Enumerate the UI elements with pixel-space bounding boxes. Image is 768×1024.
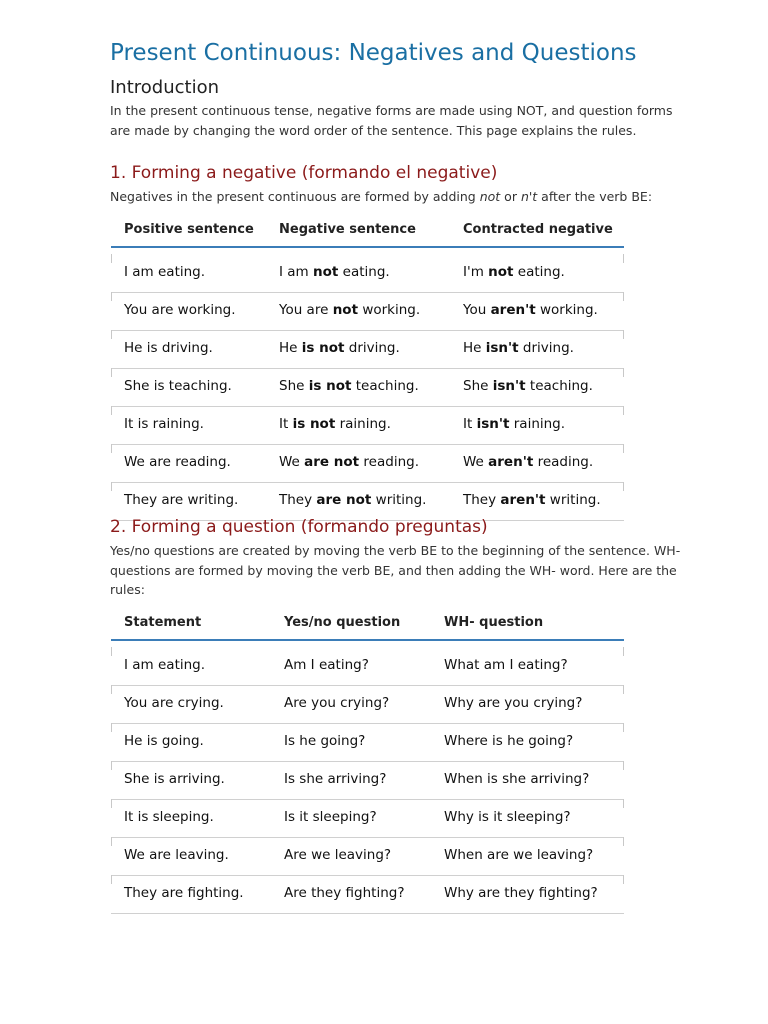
negative-text: raining.: [335, 416, 391, 432]
negative-cell: [279, 340, 400, 356]
statement-cell: I am eating.: [124, 657, 206, 673]
statement-cell: She is arriving.: [124, 771, 225, 787]
table-row: [111, 838, 624, 876]
negative-cell: [279, 302, 420, 318]
negatives-intro-or: or: [500, 189, 521, 204]
contracted-text: writing.: [545, 492, 601, 508]
table-row: [111, 686, 624, 724]
wh-question-cell: What am I eating?: [444, 657, 568, 673]
negative-cell: [279, 454, 419, 470]
contracted-highlight: aren't: [500, 492, 546, 508]
negative-text: We: [279, 454, 305, 470]
negative-text: reading.: [359, 454, 419, 470]
negatives-heading: 1. Forming a negative (formando el negative): [110, 163, 498, 183]
contracted-cell: [463, 340, 574, 356]
negative-text: driving.: [344, 340, 400, 356]
negative-text: I am: [279, 264, 313, 280]
column-header-yesno: Yes/no question: [284, 615, 401, 630]
positive-cell: It is raining.: [124, 416, 204, 432]
negative-highlight: are not: [316, 492, 372, 508]
contracted-highlight: not: [488, 264, 514, 280]
negative-cell: [279, 378, 419, 394]
negatives-intro-suffix: after the verb BE:: [537, 189, 653, 204]
contracted-text: It: [463, 416, 477, 432]
negatives-intro: [110, 187, 710, 207]
contracted-cell: [463, 378, 593, 394]
positive-cell: She is teaching.: [124, 378, 232, 394]
statement-cell: He is going.: [124, 733, 204, 749]
negatives-table-header: [111, 214, 624, 248]
introduction-text: In the present continuous tense, negative forms are made using NOT, and question forms are made by changing the word order of the sentence. This page explains the rules.: [110, 103, 673, 138]
negative-highlight: are not: [304, 454, 360, 470]
contracted-text: reading.: [533, 454, 594, 470]
questions-heading: 2. Forming a question (formando preguntas): [110, 517, 488, 537]
negatives-table-body: [111, 255, 624, 521]
contracted-text: We: [463, 454, 489, 470]
contracted-text: She: [463, 378, 493, 394]
contracted-cell: [463, 492, 601, 508]
table-row: [111, 331, 624, 369]
contracted-text: driving.: [518, 340, 574, 356]
yesno-question-cell: Are they fighting?: [284, 885, 405, 901]
contracted-highlight: aren't: [490, 302, 536, 318]
contracted-text: You: [463, 302, 491, 318]
contracted-text: eating.: [513, 264, 565, 280]
wh-question-cell: Why are they fighting?: [444, 885, 598, 901]
negative-highlight: is not: [292, 416, 336, 432]
negative-highlight: is not: [301, 340, 345, 356]
contracted-cell: [463, 454, 593, 470]
wh-question-cell: Why is it sleeping?: [444, 809, 571, 825]
negative-cell: [279, 492, 426, 508]
page-title: Present Continuous: Negatives and Questions: [110, 40, 637, 66]
questions-table: [111, 607, 624, 914]
table-row: [111, 369, 624, 407]
introduction-heading: Introduction: [110, 77, 220, 98]
statement-cell: You are crying.: [124, 695, 224, 711]
contracted-highlight: aren't: [488, 454, 534, 470]
positive-cell: I am eating.: [124, 264, 206, 280]
positive-cell: You are working.: [124, 302, 236, 318]
table-row: [111, 483, 624, 521]
questions-table-header: [111, 607, 624, 641]
statement-cell: They are fighting.: [124, 885, 244, 901]
table-row: [111, 800, 624, 838]
questions-intro: Yes/no questions are created by moving the verb BE to the beginning of the sentence. WH-questions are formed by moving the verb BE, and then adding the WH- word. Here are the rules:: [110, 543, 681, 597]
contracted-highlight: isn't: [476, 416, 510, 432]
negative-highlight: is not: [308, 378, 352, 394]
table-row: [111, 876, 624, 914]
negative-text: eating.: [338, 264, 390, 280]
negative-text: working.: [358, 302, 421, 318]
table-row: [111, 255, 624, 293]
yesno-question-cell: Is he going?: [284, 733, 366, 749]
yesno-question-cell: Is it sleeping?: [284, 809, 377, 825]
negative-text: You are: [279, 302, 333, 318]
table-row: [111, 724, 624, 762]
yesno-question-cell: Are you crying?: [284, 695, 390, 711]
contracted-text: raining.: [509, 416, 566, 432]
positive-cell: He is driving.: [124, 340, 213, 356]
negative-highlight: not: [313, 264, 339, 280]
wh-question-cell: Why are you crying?: [444, 695, 583, 711]
negative-highlight: not: [332, 302, 359, 318]
column-header-contracted: Contracted negative: [463, 222, 613, 237]
table-row: [111, 445, 624, 483]
negative-cell: [279, 416, 391, 432]
contracted-highlight: isn't: [492, 378, 526, 394]
contracted-cell: [463, 416, 565, 432]
yesno-question-cell: Am I eating?: [284, 657, 369, 673]
negative-cell: [279, 264, 390, 280]
negatives-intro-prefix: Negatives in the present continuous are formed by adding: [110, 189, 480, 204]
negative-text: It: [279, 416, 293, 432]
contracted-text: He: [463, 340, 486, 356]
statement-cell: We are leaving.: [124, 847, 229, 863]
table-row: [111, 648, 624, 686]
negative-text: writing.: [371, 492, 427, 508]
contracted-text: teaching.: [525, 378, 593, 394]
questions-table-body: [111, 648, 624, 914]
column-header-positive: Positive sentence: [124, 222, 254, 237]
column-header-wh: WH- question: [444, 615, 544, 630]
column-header-negative: Negative sentence: [279, 222, 416, 237]
negatives-table: [111, 214, 624, 521]
positive-cell: They are writing.: [124, 492, 239, 508]
contracted-text: They: [463, 492, 501, 508]
contracted-cell: [463, 302, 598, 318]
negative-text: She: [279, 378, 309, 394]
yesno-question-cell: Is she arriving?: [284, 771, 387, 787]
wh-question-cell: Where is he going?: [444, 733, 574, 749]
negatives-intro-not: not: [479, 189, 501, 204]
negative-text: They: [279, 492, 317, 508]
wh-question-cell: When is she arriving?: [444, 771, 590, 787]
negative-text: He: [279, 340, 302, 356]
table-row: [111, 407, 624, 445]
negative-text: teaching.: [351, 378, 419, 394]
table-row: [111, 293, 624, 331]
contracted-highlight: isn't: [485, 340, 519, 356]
negatives-intro-nt: n't: [520, 189, 538, 204]
wh-question-cell: When are we leaving?: [444, 847, 594, 863]
table-row: [111, 762, 624, 800]
contracted-cell: [463, 264, 565, 280]
yesno-question-cell: Are we leaving?: [284, 847, 392, 863]
statement-cell: It is sleeping.: [124, 809, 214, 825]
positive-cell: We are reading.: [124, 454, 231, 470]
contracted-text: working.: [535, 302, 598, 318]
column-header-statement: Statement: [124, 615, 202, 630]
contracted-text: I'm: [463, 264, 489, 280]
